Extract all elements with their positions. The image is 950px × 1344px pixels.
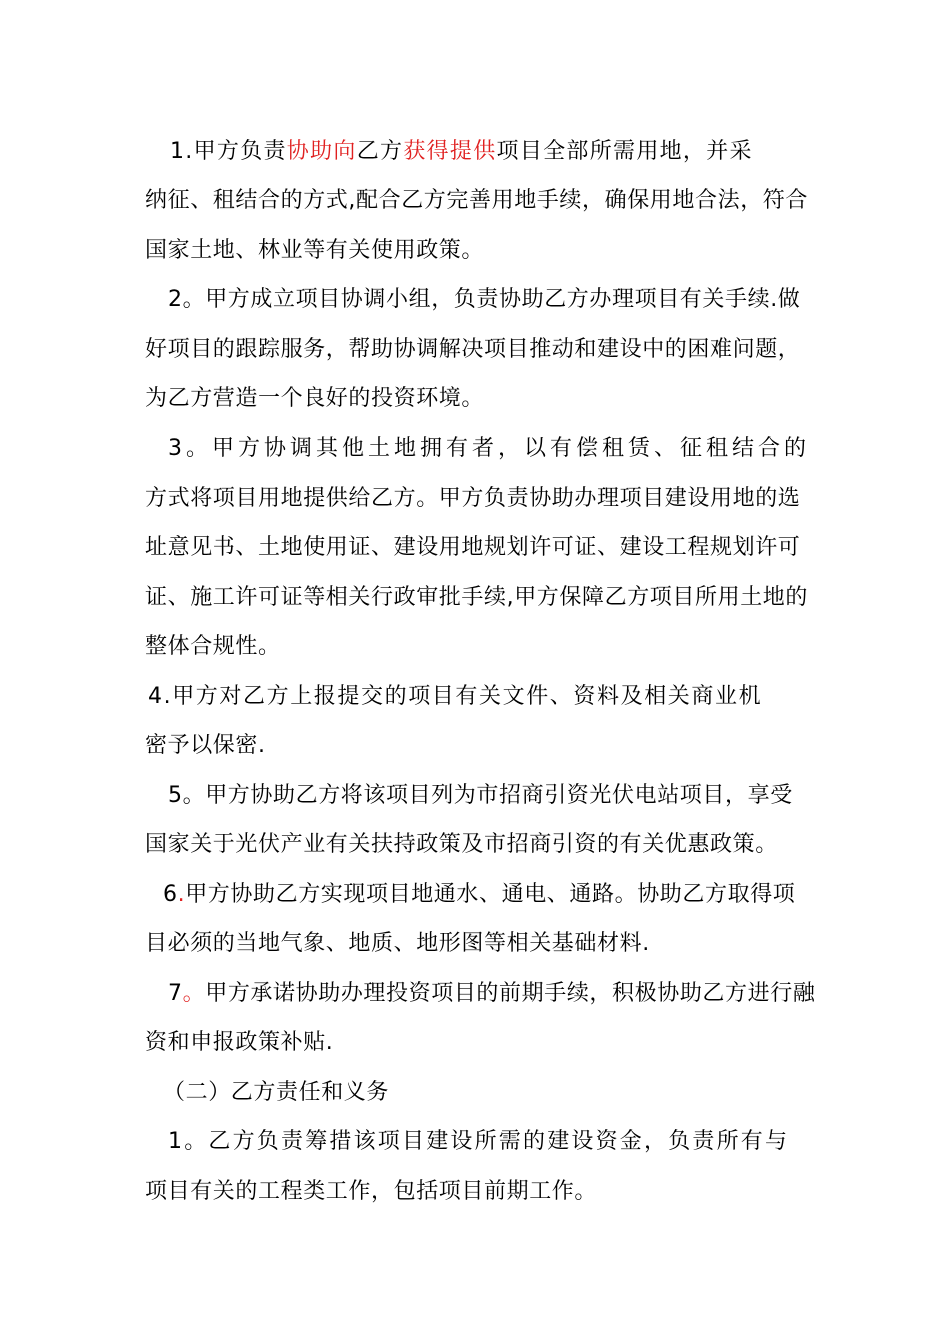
p4-line-2: 密予以保密.: [145, 733, 266, 758]
p7-line-1: [168, 979, 816, 1009]
p1-text: 乙方: [356, 139, 404, 164]
p3-line-3: 址意见书、土地使用证、建设用地规划许可证、建设工程规划许可: [145, 535, 801, 560]
p3-line-1: 3。甲方协调其他土地拥有者，以有偿租赁、征租结合的: [168, 436, 810, 461]
p1-text: 项目全部所需用地，并采: [496, 139, 753, 164]
p1-text: 1.甲方负责: [170, 139, 287, 164]
p2-line-1: 2。甲方成立项目协调小组，负责协助乙方办理项目有关手续.做: [168, 287, 801, 312]
p1-line-1: [170, 137, 810, 167]
p3-line-5: 整体合规性。: [145, 634, 281, 659]
p6-line-1: [163, 880, 808, 910]
b1-line-2: 项目有关的工程类工作，包括项目前期工作。: [145, 1179, 598, 1204]
p2-line-3: 为乙方营造一个良好的投资环境。: [145, 386, 485, 411]
p7-line-2: 资和申报政策补贴.: [145, 1030, 334, 1055]
p7-number: 7: [168, 981, 183, 1006]
p5-line-2: 国家关于光伏产业有关扶持政策及市招商引资的有关优惠政策。: [145, 832, 778, 857]
section-heading: （二）乙方责任和义务: [163, 1080, 390, 1105]
p3-line-4: 证、施工许可证等相关行政审批手续,甲方保障乙方项目所用土地的: [145, 585, 808, 610]
p1-line-2: 纳征、租结合的方式,配合乙方完善用地手续，确保用地合法，符合: [145, 188, 808, 213]
p7-text: 甲方承诺协助办理投资项目的前期手续，积极协助乙方进行融: [205, 981, 816, 1006]
p1-highlight-text: 协助向: [286, 139, 357, 164]
p6-highlight-dot: .: [177, 882, 186, 907]
p5-line-1: 5。甲方协助乙方将该项目列为市招商引资光伏电站项目，享受: [168, 783, 793, 808]
p3-line-2: 方式将项目用地提供给乙方。甲方负责协助办理项目建设用地的选: [145, 486, 801, 511]
p4-line-1: 4.甲方对乙方上报提交的项目有关文件、资料及相关商业机: [148, 684, 763, 709]
p6-line-2: 目必须的当地气象、地质、地形图等相关基础材料.: [145, 931, 650, 956]
p6-number: 6: [163, 882, 178, 907]
p7-highlight-mark: 。: [182, 981, 206, 1006]
b1-line-1: 1。乙方负责筹措该项目建设所需的建设资金，负责所有与: [168, 1129, 790, 1154]
p6-text: 甲方协助乙方实现项目地通水、通电、通路。协助乙方取得项: [185, 882, 796, 907]
p1-highlight-text: 获得提供: [403, 139, 497, 164]
p1-line-3: 国家土地、林业等有关使用政策。: [145, 238, 485, 263]
p2-line-2: 好项目的跟踪服务，帮助协调解决项目推动和建设中的困难问题，: [145, 337, 801, 362]
